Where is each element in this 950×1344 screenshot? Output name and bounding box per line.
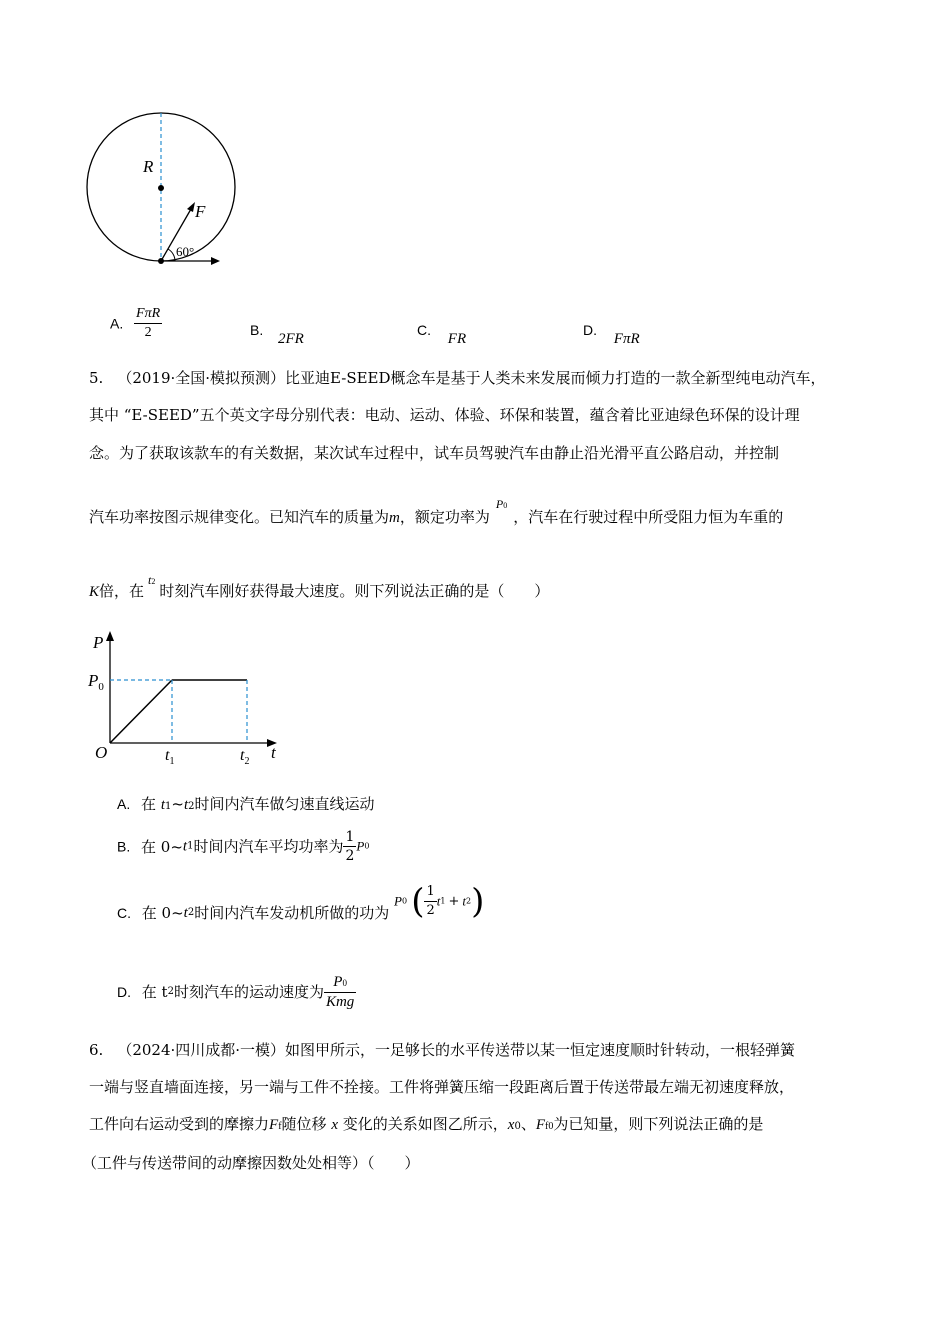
fraction: $\frac{1}{2}$: [345, 829, 355, 864]
q4-option-c[interactable]: C. FR: [417, 322, 467, 347]
axis-t: t: [271, 743, 276, 762]
axis-P: P: [93, 633, 104, 652]
q5-line4: 汽车功率按图示规律变化。已知汽车的质量为m，额定功率为$^{P0}$，汽车在行驶过程中所受阻力恒为车重的: [89, 497, 784, 526]
q5-option-c[interactable]: C. 在 0~t2时间内汽车发动机所做的功为 P0 ( $\frac{1}{2}$ t1 + t2): [117, 881, 485, 922]
origin-O: O: [95, 743, 108, 762]
label-t2: $t_2$: [240, 747, 250, 767]
q4-option-b[interactable]: B. 2FR: [250, 322, 304, 347]
label-t1: $t_1$: [165, 747, 175, 767]
q5-option-b[interactable]: B. 在 0~t1时间内汽车平均功率为 $\frac{1}{2}$ P0: [117, 829, 370, 864]
q6-line3: 工件向右运动受到的摩擦力Ff随位移 x 变化的关系如图乙所示，x0、Ff0为已知量，则下列说法正确的是: [89, 1115, 764, 1133]
q6-line4: （工件与传送带间的动摩擦因数处处相等）（ ）: [82, 1154, 420, 1172]
label-P0: $P_0$: [88, 671, 104, 693]
label-F: F: [195, 202, 206, 221]
q5-line2: 其中 “E-SEED”五个英文字母分别代表：电动、运动、体验、环保和装置，蕴含着比亚迪绿色环保的设计理: [89, 406, 800, 424]
q5-line3: 念。为了获取该款车的有关数据，某次试车过程中，试车员驾驶汽车由静止沿光滑平直公路启动，并控制: [89, 444, 780, 462]
q6-line2: 一端与竖直墙面连接，另一端与工件不拴接。工件将弹簧压缩一段距离后置于传送带最左端无初速度释放，: [89, 1078, 795, 1096]
q5-option-d[interactable]: D. 在 t2时刻汽车的运动速度为 $\frac{P0}{\text{Kmg}}$: [117, 974, 355, 1010]
q4-option-d[interactable]: D. FπR: [583, 322, 640, 347]
work-expression: P0 ( $\frac{1}{2}$ t1 + t2): [394, 881, 485, 922]
q6-line1: 6. （2024·四川成都·一模）如图甲所示，一足够长的水平传送带以某一恒定速度顺时针转动，一根轻弹簧: [89, 1041, 796, 1059]
label-angle: 60°: [176, 244, 195, 259]
label-R: R: [143, 157, 154, 176]
fraction: $\frac{P0}{\text{Kmg}}$: [325, 974, 355, 1010]
q4-option-a[interactable]: A. $\frac{\text{FπR}}{2}$: [110, 306, 161, 340]
power-time-graph: [85, 628, 295, 768]
circle-figure: [80, 110, 250, 275]
fraction: $\frac{\text{FπR}}{2}$: [136, 306, 161, 340]
q5-line5: K倍，在$^{t2}$时刻汽车刚好获得最大速度。则下列说法正确的是（ ）: [89, 573, 550, 600]
fraction: $\frac{1}{2}$: [426, 884, 435, 918]
q5-option-a[interactable]: A. 在 t1~t2时间内汽车做匀速直线运动: [117, 795, 375, 813]
q5-line1: 5. （2019·全国·模拟预测）比亚迪E-SEED概念车是基于人类未来发展而倾力打造的一款全新型纯电动汽车，: [89, 369, 826, 387]
